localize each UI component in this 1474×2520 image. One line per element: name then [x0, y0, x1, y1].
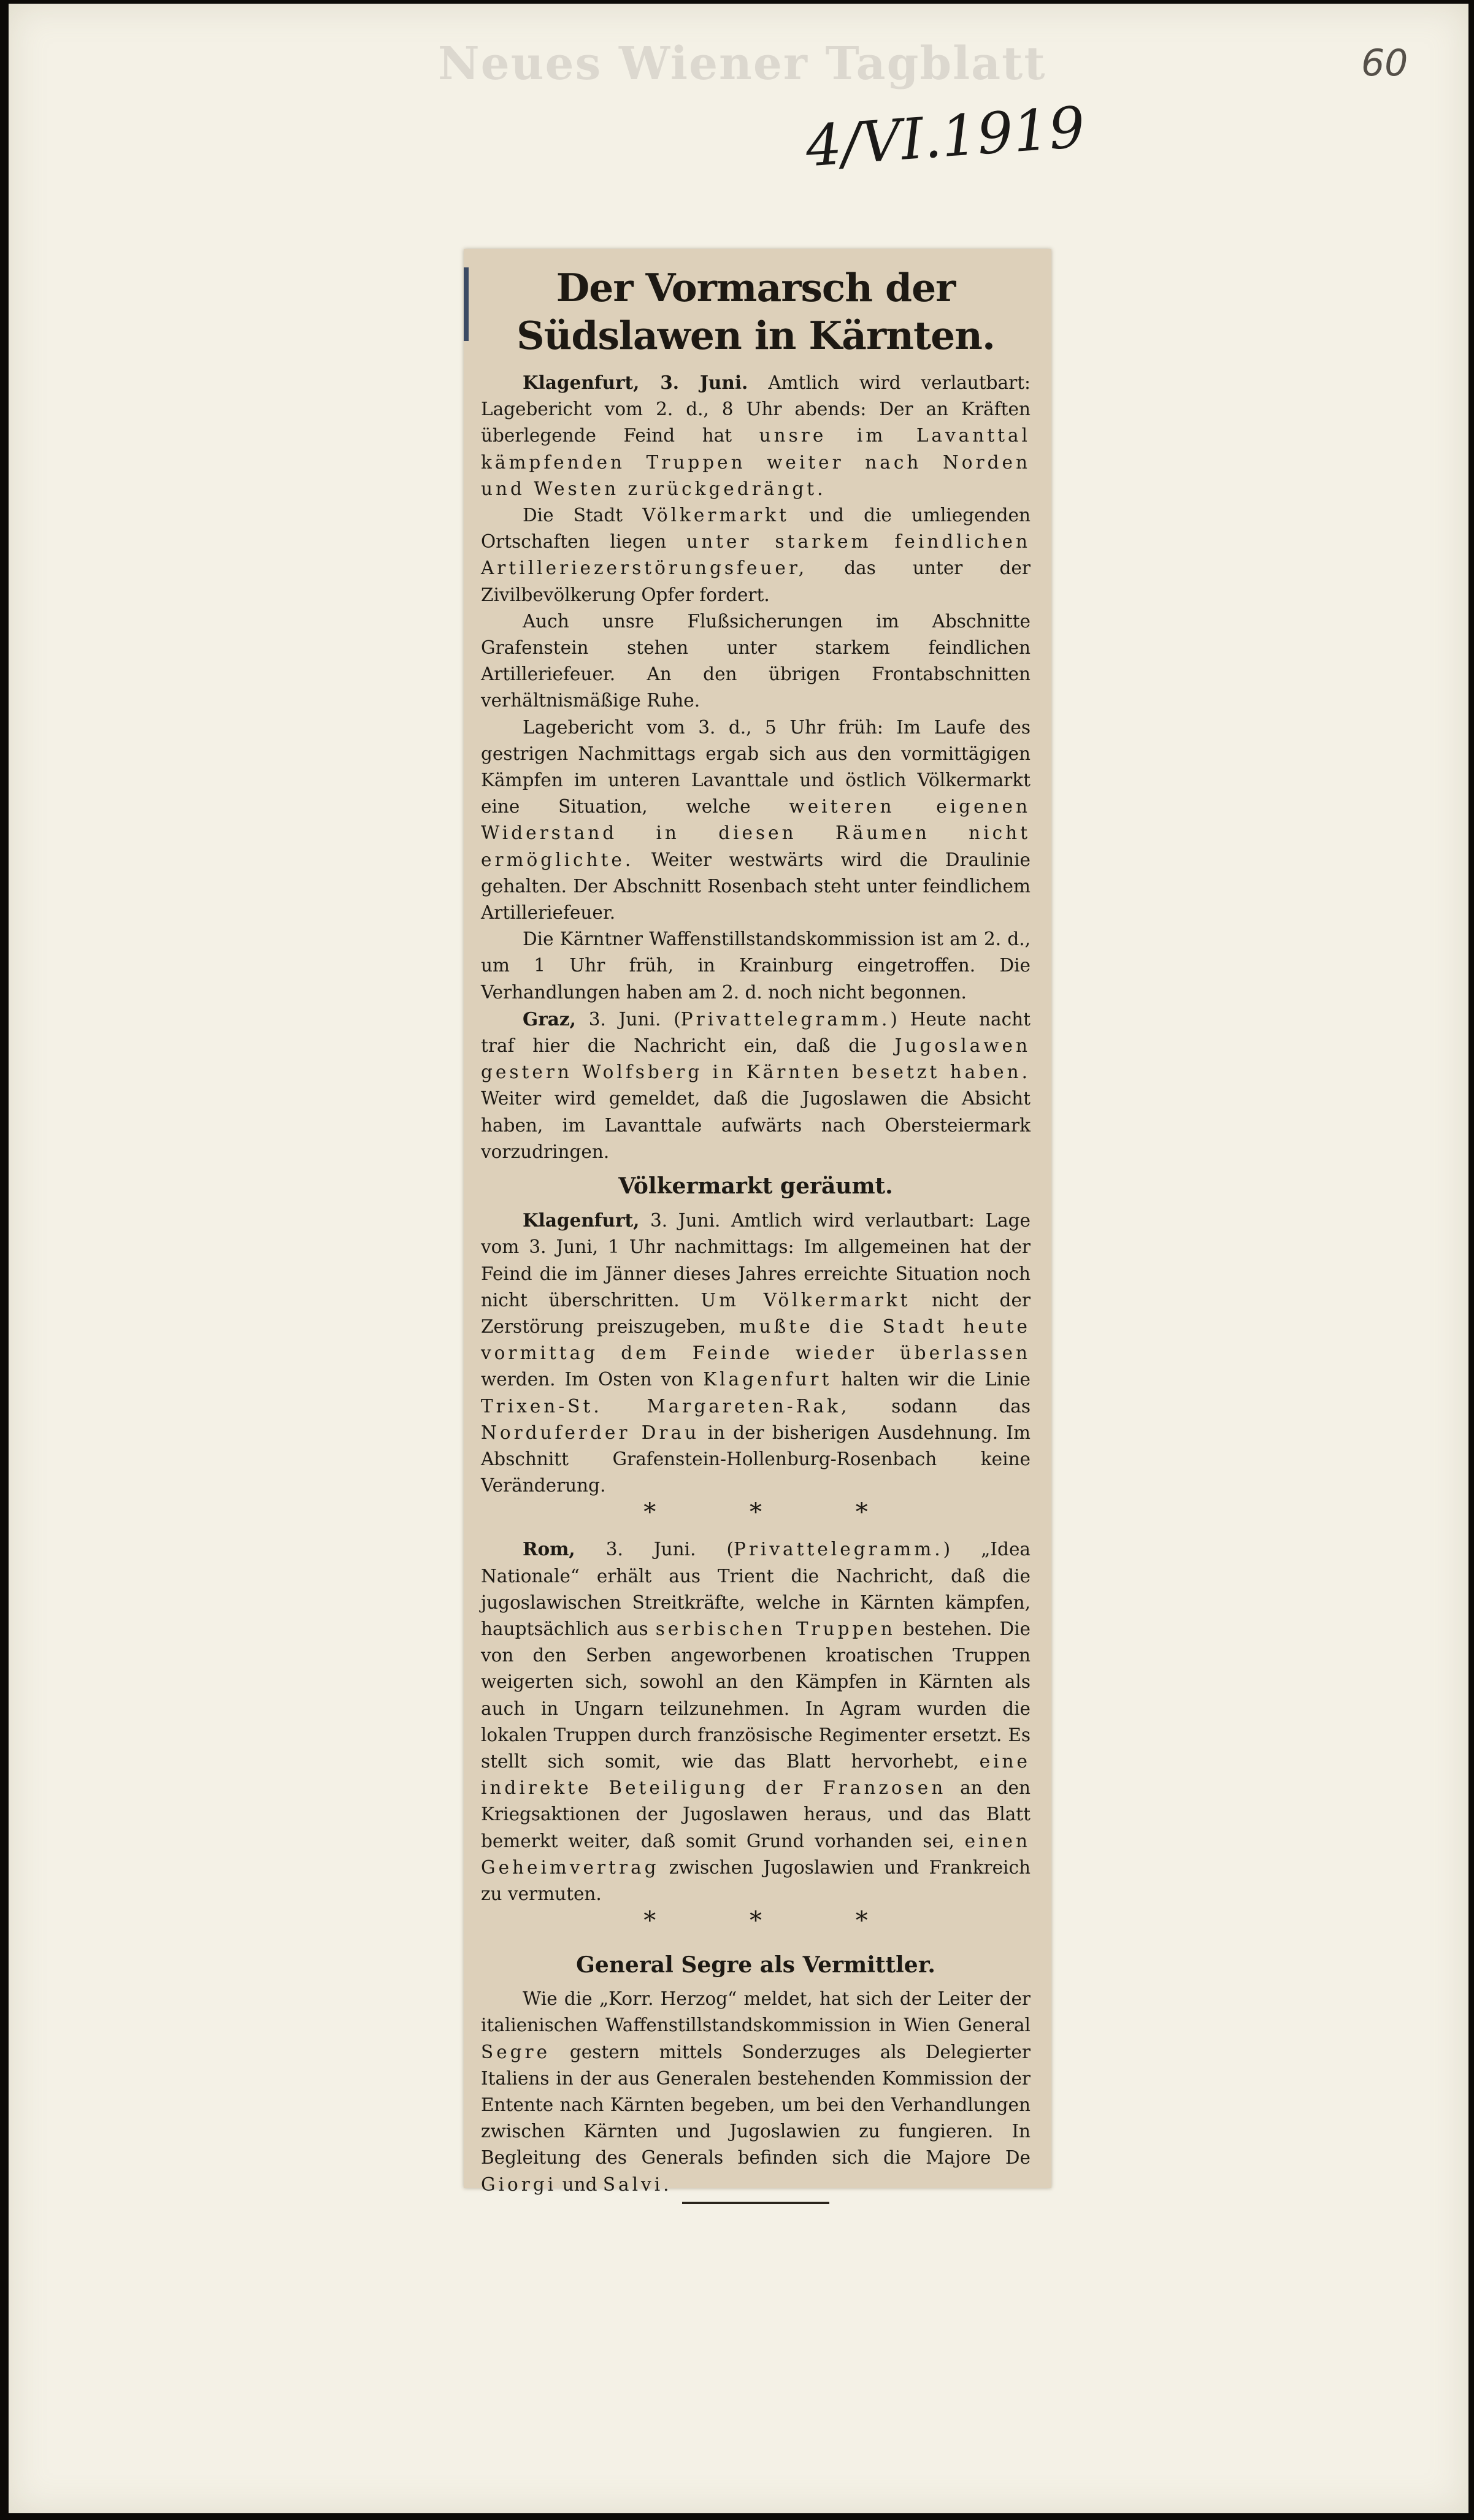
- text-spaced: Völkermarkt: [642, 505, 789, 526]
- text-spaced: Jugoslawen gestern Wolfsberg in Kärnten besetzt haben.: [481, 1035, 1031, 1083]
- article-body: [481, 1207, 1031, 1499]
- dateline: Rom,: [523, 1538, 575, 1560]
- page-number: 60: [1361, 42, 1408, 85]
- text-spaced: unsre im Lavanttal kämpfenden Truppen weiter nach Norden und Westen zurückgedrängt.: [481, 425, 1031, 499]
- section-separator: * * *: [643, 1907, 911, 1936]
- text: in der bisherigen Ausdehnung. Im Abschnitt Grafenstein-Hollenburg-Rosenbach keine Veränderung.: [481, 1422, 1031, 1496]
- paragraph: [481, 1536, 1031, 1907]
- paragraph: [481, 1006, 1031, 1165]
- text-spaced: unter starkem feindlichen Artilleriezerstörungsfeuer,: [481, 531, 1031, 579]
- text: Wie die „Korr. Herzog“ meldet, hat sich der Leiter der italienischen Waffenstillstandskommission in Wien General: [481, 1988, 1031, 2036]
- newspaper-clipping: [464, 249, 1051, 2195]
- text-spaced: eine indirekte Beteiligung der Franzosen: [481, 1750, 1031, 1799]
- text-spaced: mußte die Stadt heute vormittag dem Feinde wieder überlassen: [481, 1316, 1031, 1364]
- text: sodann das: [850, 1395, 1031, 1417]
- text: Lagebericht vom 3. d., 5 Uhr früh: Im Laufe des gestrigen Nachmittags ergab sich aus den vormittägigen Kämpfen im unteren Lavanttale und östlich Völkermarkt eine Situation, welche: [481, 716, 1031, 818]
- text-spaced: serbischen Truppen: [655, 1618, 896, 1639]
- text-spaced: Privattelegramm.: [734, 1539, 943, 1560]
- dateline: Graz,: [523, 1008, 576, 1030]
- text: Weiter westwärts wird die Draulinie gehalten. Der Abschnitt Rosenbach steht unter feindlichem Artilleriefeuer.: [481, 849, 1031, 924]
- subheading: Völkermarkt geräumt.: [618, 1173, 893, 1200]
- text: halten wir die Linie: [832, 1369, 1031, 1390]
- paragraph: [481, 1207, 1031, 1499]
- paragraph: [481, 714, 1031, 927]
- text-spaced: Norduferder Drau: [481, 1422, 700, 1443]
- text-spaced: Um Völkermarkt: [701, 1289, 911, 1311]
- paragraph: [481, 1986, 1031, 2198]
- text-spaced: Klagenfurt: [703, 1369, 832, 1390]
- article-headline: Der Vormarsch der Südslawen in Kärnten.: [516, 265, 995, 358]
- paragraph: [481, 369, 1031, 502]
- text: 3. Juni. Amtlich wird verlautbart: Lage vom 3. Juni, 1 Uhr nachmittags: Im allgemeinen hat der Feind die im Jänner dieses Jahres erreichte Situation noch nicht überschritten.: [481, 1210, 1031, 1311]
- end-rule: [682, 2202, 829, 2204]
- paragraph: Auch unsre Flußsicherungen im Abschnitte Grafenstein stehen unter starkem feindlichen Artilleriefeuer. An den übrigen Frontabschnitten verhältnismäßige Ruhe.: [481, 610, 1031, 711]
- text-spaced: Privattelegramm.: [680, 1008, 891, 1030]
- text: gestern mittels Sonderzuges als Delegierter Italiens in der aus Generalen bestehenden Kommission der Entente nach Kärnten begeben, um bei den Verhandlungen zwischen Kärnten und Jugoslawien zu fungieren. In Begleitung des Generals befinden sich die Majore De: [481, 2041, 1031, 2169]
- article-body: [481, 1536, 1031, 1907]
- text: das unter der Zivilbevölkerung Opfer fordert.: [481, 557, 1031, 605]
- dateline: Klagenfurt,: [523, 1209, 640, 1231]
- section-separator: * * *: [643, 1498, 911, 1527]
- text-spaced: Trixen-St. Margareten-Rak,: [481, 1395, 850, 1417]
- text: und die umliegenden Ortschaften liegen: [481, 505, 1031, 553]
- archive-sheet: [9, 4, 1468, 2513]
- text-spaced: weiteren eigenen Widerstand in diesen Räumen nicht ermöglichte.: [481, 796, 1031, 870]
- text: nicht der Zerstörung preiszugeben,: [481, 1289, 1031, 1337]
- text: werden. Im Osten von: [481, 1369, 704, 1390]
- handwritten-date: 4/VI.1919: [803, 94, 1088, 180]
- text: bestehen. Die von den Serben angeworbenen kroatischen Truppen weigerten sich, sowohl an den Kämpfen in Kärnten als auch in Ungarn teilzunehmen. In Agram wurden die lokalen Truppen durch französische Regimenter ersetzt. Es stellt sich somit, wie das Blatt hervorhebt,: [481, 1618, 1031, 1772]
- text: zwischen Jugoslawien und Frankreich zu vermuten.: [481, 1856, 1031, 1904]
- text: Die Stadt: [523, 505, 643, 526]
- text: ) „Idea Nationale“ erhält aus Trient die Nachricht, daß die jugoslawischen Streitkräfte, welche in Kärnten kämpfen, hauptsächlich aus: [481, 1539, 1031, 1639]
- text-spaced: Segre: [481, 2041, 551, 2062]
- paragraph: [481, 502, 1031, 608]
- clipping-edge-mark: [464, 267, 469, 341]
- text-spaced: einen Geheimvertrag: [481, 1830, 1031, 1878]
- text: Weiter wird gemeldet, daß die Jugoslawen die Absicht haben, im Lavanttale aufwärts nach Obersteiermark vorzudringen.: [481, 1088, 1031, 1162]
- text: an den Kriegsaktionen der Jugoslawen heraus, und das Blatt bemerkt weiter, daß somit Grund vorhanden sei,: [481, 1777, 1031, 1852]
- article-body: [481, 369, 1031, 1165]
- text: Amtlich wird verlautbart: Lagebericht vom 2. d., 8 Uhr abends: Der an Kräften überlegende Feind hat: [481, 372, 1031, 446]
- paragraph: Die Kärntner Waffenstillstandskommission ist am 2. d., um 1 Uhr früh, in Krainburg eingetroffen. Die Verhandlungen haben am 2. d. noch nicht begonnen.: [481, 929, 1031, 1003]
- subheading: General Segre als Vermittler.: [576, 1952, 935, 1978]
- text-spaced: Giorgi: [481, 2173, 557, 2195]
- text: 3. Juni. (: [575, 1539, 734, 1560]
- text: ) Heute nacht traf hier die Nachricht ein, daß die: [481, 1008, 1031, 1057]
- text-spaced: Salvi.: [602, 2173, 672, 2195]
- newspaper-stamp: Neues Wiener Tagblatt: [438, 37, 1046, 90]
- article-body: [481, 1986, 1031, 2198]
- text: 3. Juni. (: [575, 1008, 681, 1030]
- dateline: Klagenfurt, 3. Juni.: [523, 372, 748, 393]
- text: und: [556, 2173, 603, 2195]
